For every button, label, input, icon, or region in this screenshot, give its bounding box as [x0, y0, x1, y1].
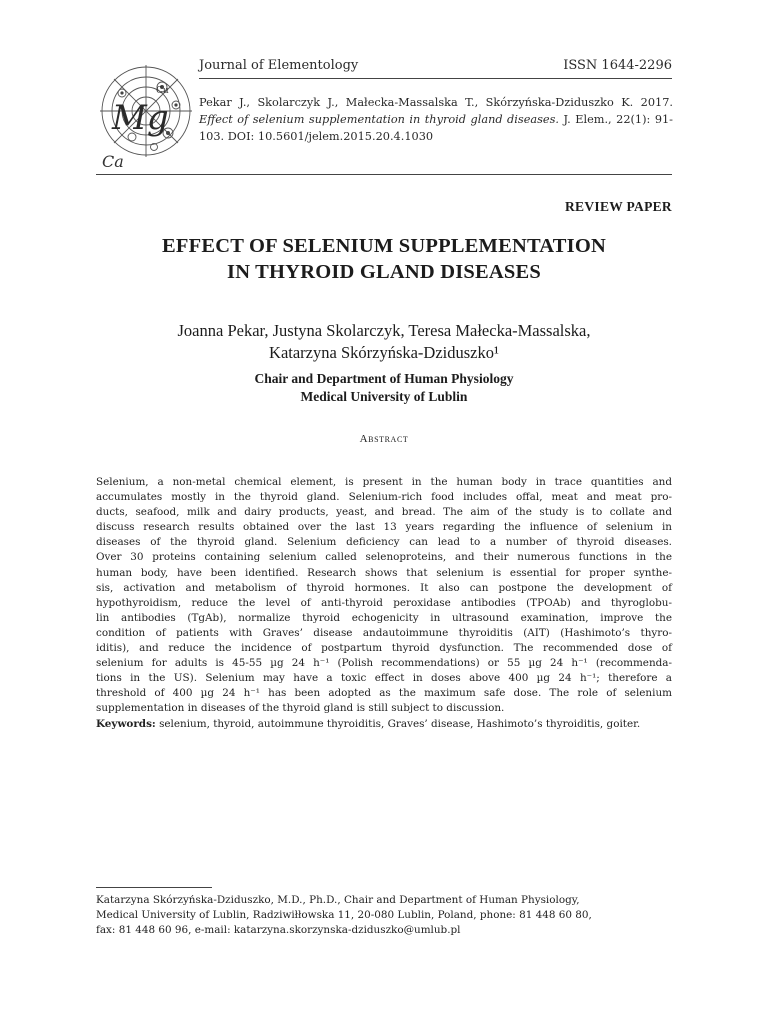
journal-logo [96, 53, 194, 173]
abstract-line: hypothyroidism, reduce the level of anti-thyroid peroxidase antibodies (TPOAb) and thyroglobu- [96, 596, 672, 609]
logo-ca-text: Ca [102, 152, 124, 171]
abstract-line: human body, have been identified. Research shows that selenium is essential for proper synthe- [96, 566, 672, 579]
citation-authors: Pekar J., Skolarczyk J., Małecka-Massalska T., Skórzyńska-Dziduszko K. 2017. [199, 96, 673, 109]
authors-line-1: Joanna Pekar, Justyna Skolarczyk, Teresa Małecka-Massalska, [177, 321, 591, 340]
abstract-body [96, 475, 672, 717]
abstract-line: threshold of 400 µg 24 h⁻¹ has been adopted as the maximum safe dose. The role of selenium [96, 687, 672, 700]
author-list [96, 320, 672, 364]
authors-line-2: Katarzyna Skórzyńska-Dziduszko¹ [269, 343, 499, 362]
issn: ISSN 1644-2296 [563, 58, 672, 73]
abstract-line: condition of patients with Graves’ disease andautoimmune thyroiditis (AIT) (Hashimoto’s thyro- [96, 626, 672, 639]
abstract-line: sis, activation and metabolism of thyroid hormones. It also can postpone the development of [96, 581, 672, 594]
abstract-line: iditis), and reduce the incidence of postpartum thyroid dysfunction. The recommended dose of [96, 642, 672, 655]
title-line-1: EFFECT OF SELENIUM SUPPLEMENTATION [162, 235, 606, 257]
journal-name: Journal of Elementology [199, 58, 359, 73]
footnote-line-3: fax: 81 448 60 96, e-mail: katarzyna.skorzynska-dziduszko@umlub.pl [96, 924, 461, 936]
abstract-line: lin antibodies (TgAb), normalize thyroid echogenicity in ultrasound examination, improve the [96, 611, 672, 624]
abstract-line: diseases of the thyroid gland. Selenium deficiency can lead to a number of thyroid diseases. [96, 536, 672, 549]
abstract-line: ducts, seafood, milk and dairy products, yeast, and bread. The aim of the study is to collate and [96, 506, 672, 519]
logo-cu-text: Cu [156, 86, 169, 96]
citation-source: J. Elem., 22(1): [559, 113, 651, 126]
logo-mg-text: Mg [112, 98, 169, 138]
keywords-text: selenium, thyroid, autoimmune thyroiditis, Graves’ disease, Hashimoto’s thyroiditis, goiter. [155, 718, 641, 730]
header-divider [199, 78, 672, 79]
abstract-line: tions in the US). Selenium may have a toxic effect in doses above 400 µg 24 h⁻¹; therefore a [96, 672, 672, 685]
abstract-line: discuss research results obtained over the last 13 years regarding the influence of selenium in [96, 521, 672, 534]
citation-title: Effect of selenium supplementation in thyroid gland diseases. [199, 113, 559, 126]
footnote-divider [96, 887, 212, 888]
keywords-label: Keywords: [96, 718, 156, 730]
abstract-line: supplementation in diseases of the thyroid gland is still subject to discussion. [96, 702, 505, 715]
keywords [96, 717, 672, 732]
corresponding-author-footnote [96, 893, 672, 938]
title-line-2: IN THYROID GLAND DISEASES [227, 261, 541, 283]
paper-type-label: REVIEW PAPER [565, 199, 672, 214]
affiliation-line-1: Chair and Department of Human Physiology [254, 371, 514, 386]
citation [199, 94, 673, 145]
abstract-heading: Abstract [359, 433, 409, 445]
affiliation-line-2: Medical University of Lublin [300, 389, 468, 404]
affiliation [96, 370, 672, 406]
abstract-line: accumulates mostly in the thyroid gland. Selenium-rich food includes offal, meat and meat pro- [96, 491, 672, 504]
abstract-line: selenium for adults is 45-55 µg 24 h⁻¹ (Polish recommendations) or 55 µg 24 h⁻¹ (recommenda- [96, 657, 672, 670]
paper-title [96, 233, 672, 285]
header-bottom-divider [96, 174, 672, 175]
abstract-line: Over 30 proteins containing selenium called selenoproteins, and their numerous functions in the [96, 551, 672, 564]
footnote-line-2: Medical University of Lublin, Radziwiłłowska 11, 20-080 Lublin, Poland, phone: 81 448 60 80, [96, 909, 592, 921]
abstract-line: Selenium, a non-metal chemical element, is present in the human body in trace quantities and [96, 476, 672, 488]
citation-doi: 91-103. DOI: 10.5601/jelem.2015.20.4.1030 [199, 113, 674, 143]
footnote-line-1: Katarzyna Skórzyńska-Dziduszko, M.D., Ph.D., Chair and Department of Human Physiology, [96, 894, 580, 906]
